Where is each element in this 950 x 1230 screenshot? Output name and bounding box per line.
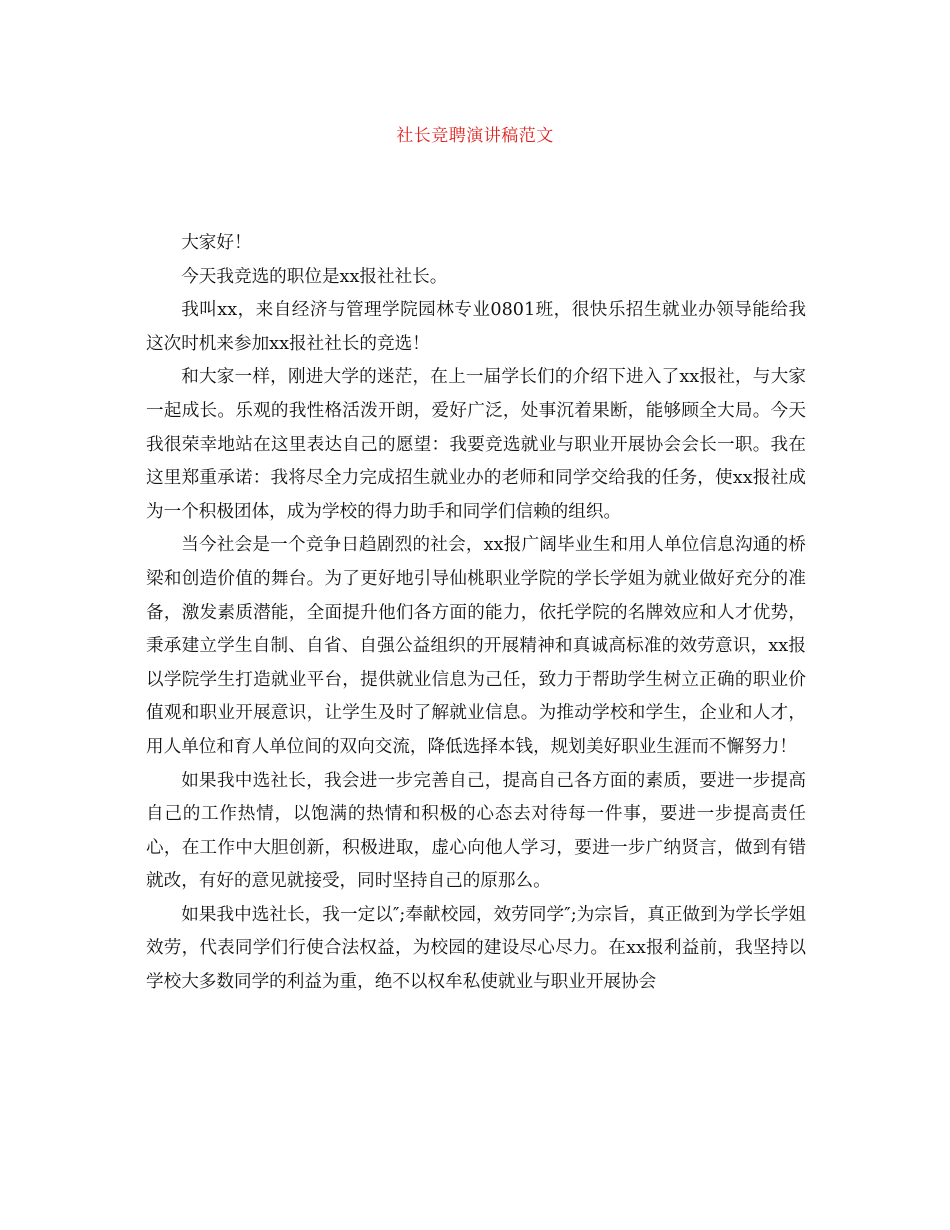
document-title: 社长竞聘演讲稿范文 <box>396 126 554 146</box>
paragraph-principle: 如果我中选社长，我一定以″;奉献校园，效劳同学″;为宗旨，真正做到为学长学姐效劳，代表同学们行使合法权益，为校园的建设尽心尽力。在xx报利益前，我坚持以学校大多数同学的利益为重，绝不以权牟私使就业与职业开展协会 <box>146 904 806 993</box>
document-body <box>146 227 806 1000</box>
paragraph-society: 当今社会是一个竞争日趋剧烈的社会，xx报广阔毕业生和用人单位信息沟通的桥梁和创造价值的舞台。为了更好地引导仙桃职业学院的学长学姐为就业做好充分的准备，激发素质潜能，全面提升他们各方面的能力，依托学院的名牌效应和人才优势，秉承建立学生自制、自省、自强公益组织的开展精神和真诚高标准的效劳意识，xx报以学院学生打造就业平台，提供就业信息为己任，致力于帮助学生树立正确的职业价值观和职业开展意识，让学生及时了解就业信息。为推动学校和学生，企业和人才，用人单位和育人单位间的双向交流，降低选择本钱，规划美好职业生涯而不懈努力！ <box>146 535 806 757</box>
paragraph-introduction: 我叫xx，来自经济与管理学院园林专业0801班，很快乐招生就业办领导能给我这次时机来参加xx报社社长的竞选！ <box>146 300 806 354</box>
paragraph-background: 和大家一样，刚进大学的迷茫，在上一届学长们的介绍下进入了xx报社，与大家一起成长。乐观的我性格活泼开朗，爱好广泛，处事沉着果断，能够顾全大局。今天我很荣幸地站在这里表达自己的愿望：我要竞选就业与职业开展协会会长一职。我在这里郑重承诺：我将尽全力完成招生就业办的老师和同学交给我的任务，使xx报社成为一个积极团体，成为学校的得力助手和同学们信赖的组织。 <box>146 367 806 522</box>
paragraph-greeting: 大家好！ <box>181 233 252 253</box>
paragraph-commitment: 如果我中选社长，我会进一步完善自己，提高自己各方面的素质，要进一步提高自己的工作热情，以饱满的热情和积极的心态去对待每一件事，要进一步提高责任心，在工作中大胆创新，积极进取，虚心向他人学习，要进一步广纳贤言，做到有错就改，有好的意见就接受，同时坚持自己的原那么。 <box>146 770 806 892</box>
paragraph-position: 今天我竞选的职位是xx报社社长。 <box>181 266 448 287</box>
